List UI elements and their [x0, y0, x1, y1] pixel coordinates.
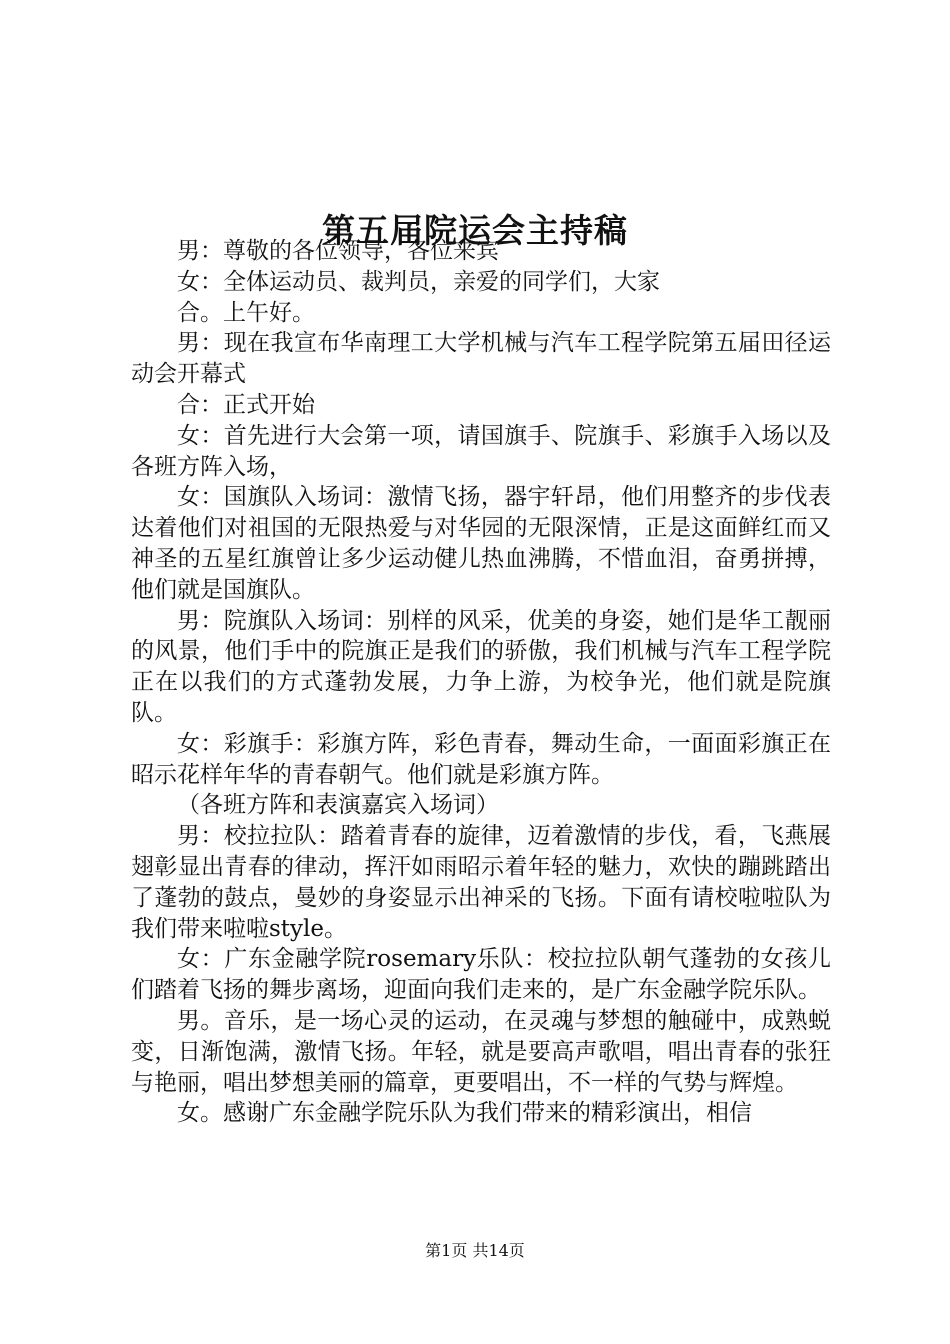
paragraph: 合。上午好。: [177, 299, 315, 326]
paragraph: 男：校拉拉队：踏着青春的旋律，迈着激情的步伐，看，飞燕展翅彰显出青春的律动，挥汗如雨昭示着年轻的魅力，欢快的蹦跳踏出了蓬勃的鼓点，曼妙的身姿显示出神采的飞扬。下面有请校啦啦队为我们带来啦啦style。: [131, 823, 831, 942]
document-body: [131, 236, 831, 1129]
page-footer: 第1页 共14页: [425, 1241, 525, 1260]
paragraph: 女：全体运动员、裁判员，亲爱的同学们，大家: [177, 268, 660, 295]
paragraph: 女：首先进行大会第一项，请国旗手、院旗手、彩旗手入场以及各班方阵入场，: [131, 422, 831, 480]
paragraph: 女。感谢广东金融学院乐队为我们带来的精彩演出，相信: [177, 1100, 752, 1127]
paragraph: 女：国旗队入场词：激情飞扬，器宇轩昂，他们用整齐的步伐表达着他们对祖国的无限热爱与对华园的无限深情，正是这面鲜红而又神圣的五星红旗曾让多少运动健儿热血沸腾，不惜血泪，奋勇拼搏，他们就是国旗队。: [131, 484, 831, 603]
paragraph: 女：彩旗手：彩旗方阵，彩色青春，舞动生命，一面面彩旗正在昭示花样年华的青春朝气。他们就是彩旗方阵。: [131, 730, 831, 788]
paragraph: （各班方阵和表演嘉宾入场词）: [177, 792, 499, 819]
paragraph: 合：正式开始: [177, 391, 315, 418]
paragraph: 男。音乐，是一场心灵的运动，在灵魂与梦想的触碰中，成熟蜕变，日渐饱满，激情飞扬。年轻，就是要高声歌唱，唱出青春的张狂与艳丽，唱出梦想美丽的篇章，更要唱出，不一样的气势与辉煌。: [131, 1007, 831, 1096]
paragraph: 女：广东金融学院rosemary乐队：校拉拉队朝气蓬勃的女孩儿们踏着飞扬的舞步离场，迎面向我们走来的，是广东金融学院乐队。: [131, 946, 831, 1004]
paragraph: 男：现在我宣布华南理工大学机械与汽车工程学院第五届田径运动会开幕式: [131, 330, 831, 388]
paragraph: 男：院旗队入场词：别样的风采，优美的身姿，她们是华工靓丽的风景，他们手中的院旗正是我们的骄傲，我们机械与汽车工程学院正在以我们的方式蓬勃发展，力争上游，为校争光，他们就是院旗队。: [131, 607, 831, 726]
paragraph: 男：尊敬的各位领导，各位来宾: [177, 238, 499, 264]
page-title: 第五届院运会主持稿: [322, 211, 628, 251]
